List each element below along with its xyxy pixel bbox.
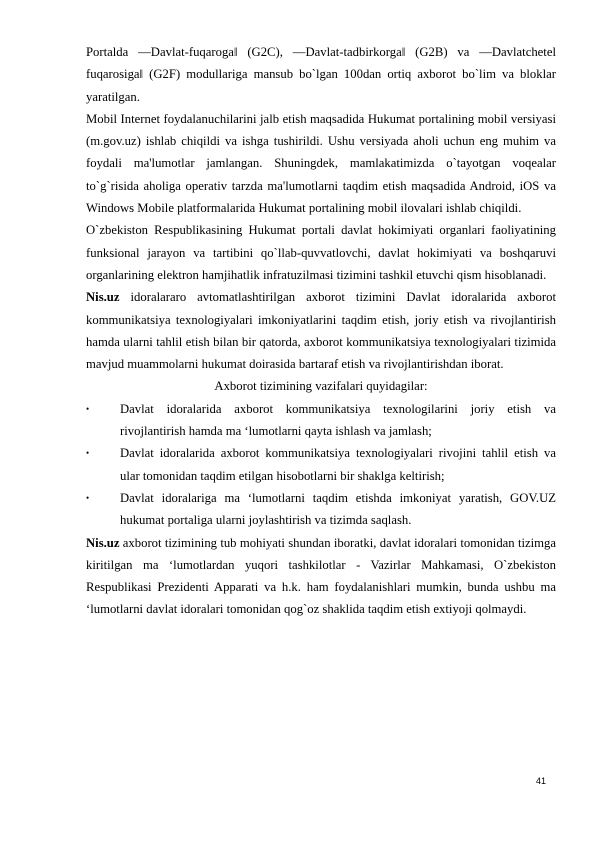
bullet-icon: •	[86, 492, 90, 503]
paragraph-nis-essence	[86, 532, 556, 621]
list-item	[86, 487, 556, 532]
nis-essence-text: axborot tizimining tub mohiyati shundan iboratki, davlat idoralari tomonidan tizimga kiritilgan ma ‘lumotlardan yuqori tashkilotlar - Vazirlar Mahkamasi, O`zbekiston Respublikasi Prezidenti Apparati va h.k. ham foydalanishlari mumkin, bunda ushbu ma ‘lumotlarni davlat idoralari tomonidan qog`oz shaklida taqdim etish extiyoji qolmaydi.	[86, 535, 556, 617]
page-number: 41	[536, 776, 547, 786]
nis-label: Nis.uz	[86, 535, 120, 550]
list-item	[86, 442, 556, 487]
paragraph-mobile-version: Mobil Internet foydalanuchilarini jalb etish maqsadida Hukumat portalining mobil versiyasi (m.gov.uz) ishlab chiqildi va ishga tushirildi. Ushu versiyada aholi uchun eng muhim va foydali ma'lumotlar jamlangan. Shuningdek, mamlakatimizda o`tayotgan voqealar to`g`risida aholiga operativ tarzda ma'lumotlarni taqdim etish maqsadida Android, iOS va Windows Mobile platformalarida Hukumat portalining mobil ilovalari ishlab chiqildi.	[86, 111, 556, 216]
bullet-icon: •	[86, 403, 90, 414]
paragraph-government-portal: O`zbekiston Respublikasining Hukumat portali davlat hokimiyati organlari faoliyatining funksional jarayon va tartibini qo`llab-quvvatlovchi, davlat hokimiyati va boshqaruvi organlarining elektron hamjihatlik infratuzilmasi tizimini tashkil etuvchi qism hisoblanadi.	[86, 223, 556, 282]
nis-description: idoralararo avtomatlashtirilgan axborot tizimini Davlat idoralarida axborot kommunikatsiya texnologiyalari imkoniyatlarini taqdim etish, joriy etish va rivojlantirish hamda ularni tahlil etish bilan bir qatorda, axborot kommunikatsiya texnologiyalari tizimida mavjud muammolarni hukumat doirasida bartaraf etish va rivojlantirishdan iborat.	[86, 290, 556, 372]
paragraph-portal-modules: Portalda —Davlat-fuqaroga‖ (G2C), —Davlat-tadbirkorga‖ (G2B) va —Davlatchetel fuqarosiga‖ (G2F) modullariga mansub bo`lgan 100dan ortiq axborot bo`lim va bloklar yaratilgan.	[86, 45, 556, 104]
section-heading: Axborot tizimining vazifalari quyidagilar:	[214, 379, 428, 394]
bullet-icon: •	[86, 448, 90, 459]
paragraph-nis-system	[86, 286, 556, 375]
page-content	[86, 41, 556, 621]
nis-label: Nis.uz	[86, 290, 120, 305]
list-item	[86, 398, 556, 443]
list-item-text: Davlat idoralarida axborot kommunikatsiya texnologilarini joriy etish va rivojlantirish hamda ma ‘lumotlarni qayta ishlash va jamlash;	[120, 401, 556, 439]
list-item-text: Davlat idoralarida axborot kommunikatsiya texnologiyalari rivojini tahlil etish va ular tomonidan taqdim etilgan hisobotlarni bir shaklga keltirish;	[120, 446, 556, 483]
list-item-text: Davlat idoralariga ma ‘lumotlarni taqdim etishda imkoniyat yaratish, GOV.UZ hukumat portaliga ularni joylashtirish va tizimda saqlash.	[120, 490, 556, 528]
